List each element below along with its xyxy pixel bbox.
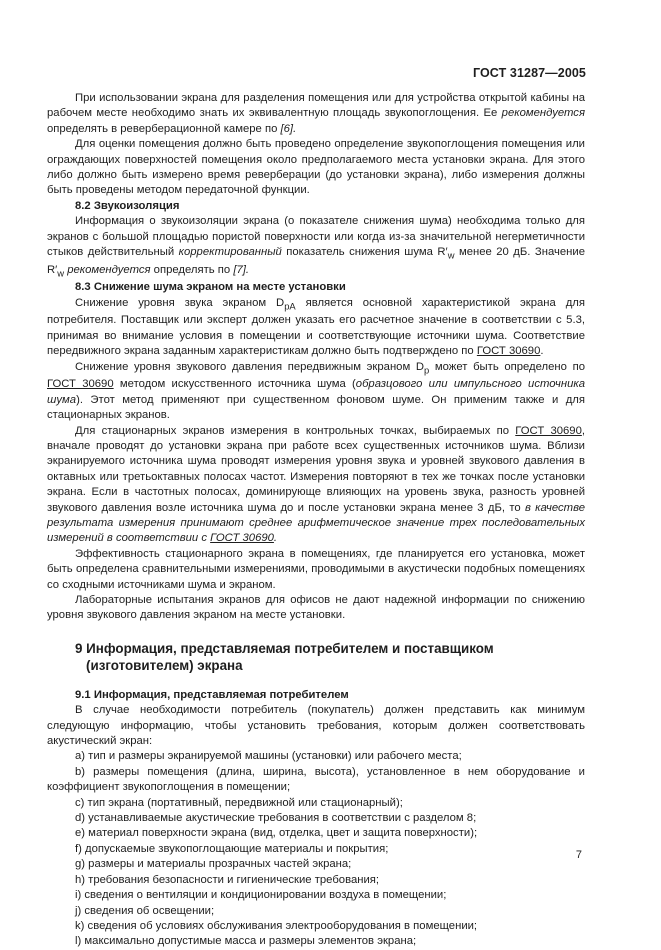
gost-reference: ГОСТ 30690 [210,532,274,545]
gost-reference: ГОСТ 30690 [476,345,541,358]
paragraph: Снижение уровня звука экраном $D_{pA}$ является основной характеристикой экрана для потребителя. Поставщик или эксперт должен указать его расчетное значение в соответствии с 5.3, принимая во внимание условия в помещении и соответствующие источники шума. Соответствие передвижного экрана заданным характеристикам должно быть подтверждено по ГОСТ 30690. [47,296,585,358]
list-item: h) требования безопасности и гигиенические требования; [75,873,380,886]
list-item: с) тип экрана (портативный, передвижной или стационарный); [75,796,403,809]
list-item: j) сведения об освещении; [75,904,215,917]
list-item: g) размеры и материалы прозрачных частей экрана; [75,858,352,871]
document-code: ГОСТ 31287—2005 [472,66,586,80]
list-item: i) сведения о вентиляции и кондиционировании воздуха в помещении; [75,889,447,902]
paragraph: Для оценки помещения должно быть проведено определение звукопоглощения помещения или ограждающих поверхностей помещения около предполагаемого места установки экрана. Для этого либо должно быть измерено время реверберации (до установки экрана), либо измерения должны быть проведены методом передаточной функции. [47,138,585,197]
paragraph: Снижение уровня звукового давления передвижным экраном $D_p$ может быть определено по ГОСТ 30690 методом искусственного источника шума (образцового или импульсного источника шума). Этот метод применяют при существенном фоновом шуме. Он применим также и для стационарных экранов. [47,360,586,422]
page-number: 7 [575,849,582,861]
gost-reference: ГОСТ 30690 [47,378,114,391]
subsection-heading: 8.3 Снижение шума экраном на месте установки [75,281,346,294]
paragraph: Для стационарных экранов измерения в контрольных точках, выбираемых по ГОСТ 30690, вначале проводят до установки экрана при работе всех существенных источников шума. Вблизи экранируемого источника шума проводят измерения уровня звука и уровней звукового давления в октавных или третьоктавных полосах частот. Измерения повторяют в тех же точках после установки экрана. Если в частотных полосах, доминирующе влияющих на уровень звука, разность уровней звукового давления возле источника шума до и после установки экрана менее 3 дБ, то в качестве результата измерения принимают среднее арифметическое значение трех последовательных измерений в соответствии с ГОСТ 30690. [47,424,586,545]
subsection-heading: 9.1 Информация, представляемая потребителем [75,688,349,701]
section-heading: 9 Информация, представляемая потребителем и поставщиком (изготовителем) экрана [75,640,494,673]
list-item: d) устанавливаемые акустические требования в соответствии с разделом 8; [75,812,477,825]
list-item: l) максимально допустимые масса и размеры элементов экрана; [75,935,417,948]
list-item: е) материал поверхности экрана (вид, отделка, цвет и защита поверхности); [75,827,478,840]
paragraph: При использовании экрана для разделения помещения или для устройства открытой кабины на рабочем месте необходимо знать их эквивалентную площадь звукопоглощения. Ее рекомендуется определять в реверберационной камере по [6]. [47,92,585,135]
list-item: b) размеры помещения (длина, ширина, высота), установленное в нем оборудование и коэффициент звукопоглощения в помещении; [47,765,585,794]
list-item: k) сведения об условиях обслуживания электрооборудования в помещении; [75,919,478,932]
document-body [47,91,585,950]
subsection-heading: 8.2 Звукоизоляция [75,199,180,212]
gost-reference: ГОСТ 30690 [515,424,582,437]
paragraph: Эффективность стационарного экрана в помещениях, где планируется его установка, может быть определена сравнительными измерениями, проводимыми в акустически подобных помещениях со сходными источниками шума и экраном. [47,547,585,591]
paragraph: Информация о звукоизоляции экрана (о показателе снижения шума) необходима только для экранов с большой площадью пористой поверхности или когда из-за значительной негерметичности стыков действительный корректированный показатель снижения шума $R'_w$ менее 20 дБ. Значение $R'_w$ рекомендуется определять по [7]. [47,215,586,278]
list-item: а) тип и размеры экранируемой машины (установки) или рабочего места; [75,750,462,763]
paragraph: В случае необходимости потребитель (покупатель) должен представить как минимум следующую информацию, чтобы установить требования, которым должен соответствовать акустический экран: [47,704,585,748]
paragraph: Лабораторные испытания экранов для офисов не дают надежной информации по снижению уровня звукового давления экраном на месте установки. [47,594,585,622]
list-item: f) допускаемые звукопоглощающие материалы и покрытия; [75,842,389,855]
